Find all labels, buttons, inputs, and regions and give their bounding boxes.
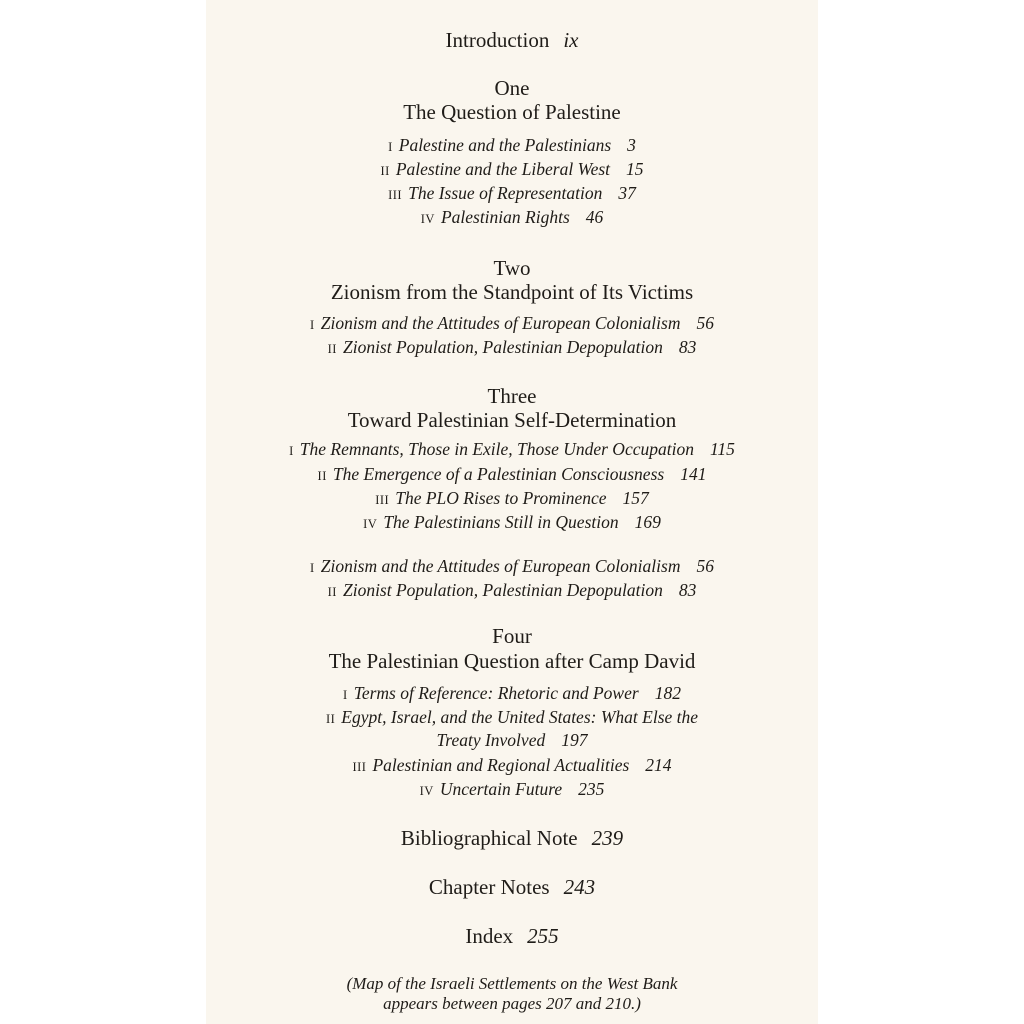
section-title: The Issue of Representation	[408, 183, 603, 203]
section-numeral: IV	[419, 784, 434, 798]
toc-entry-introduction[interactable]	[206, 30, 818, 51]
section-numeral: III	[388, 188, 403, 202]
toc-section-entry[interactable]	[206, 137, 818, 155]
chapter-three-title: Toward Palestinian Self-Determination	[347, 408, 677, 432]
table-of-contents-page	[206, 0, 818, 1024]
map-note-line-2: appears between pages 207 and 210.)	[383, 994, 641, 1013]
toc-section-entry[interactable]	[206, 441, 818, 459]
section-title: Palestine and the Palestinians	[398, 135, 612, 155]
section-page: 37	[618, 183, 636, 203]
section-page: 197	[561, 730, 588, 750]
toc-section-entry[interactable]	[206, 685, 818, 703]
section-title: Palestine and the Liberal West	[395, 159, 611, 179]
chapter-two-number: Two	[493, 256, 531, 280]
section-title: The PLO Rises to Prominence	[395, 488, 607, 508]
section-numeral: I	[289, 444, 294, 458]
section-title: Palestinian and Regional Actualities	[372, 755, 630, 775]
section-numeral: III	[375, 493, 390, 507]
section-numeral: I	[310, 561, 315, 575]
section-title: Zionism and the Attitudes of European Colonialism	[320, 556, 681, 576]
section-title-continued: Treaty Involved	[436, 730, 546, 750]
chapter-two-title: Zionism from the Standpoint of Its Victims	[330, 280, 694, 304]
toc-section-entry[interactable]	[206, 185, 818, 203]
map-note-line-1: (Map of the Israeli Settlements on the West Bank	[346, 974, 678, 993]
toc-section-entry[interactable]	[206, 209, 818, 227]
chapter-one-number: One	[494, 76, 530, 100]
section-page: 15	[626, 159, 644, 179]
chapter-three-number: Three	[487, 384, 537, 408]
chapter-one-title: The Question of Palestine	[403, 100, 621, 124]
section-page: 141	[680, 464, 707, 484]
toc-section-entry[interactable]	[206, 490, 818, 508]
section-page: 56	[696, 556, 714, 576]
section-title: Uncertain Future	[439, 779, 563, 799]
toc-section-entry-continued[interactable]	[206, 732, 818, 750]
section-page: 182	[654, 683, 681, 703]
section-page: 157	[622, 488, 649, 508]
toc-section-entry[interactable]	[206, 781, 818, 799]
toc-section-entry[interactable]	[206, 161, 818, 179]
toc-entry-bibliographical-note[interactable]	[206, 828, 818, 849]
toc-section-entry[interactable]	[206, 466, 818, 484]
section-numeral: I	[388, 140, 393, 154]
section-title: Palestinian Rights	[440, 207, 570, 227]
section-numeral: IV	[420, 212, 435, 226]
entry-page: 255	[527, 924, 559, 948]
toc-section-entry[interactable]	[206, 514, 818, 532]
section-numeral: II	[317, 469, 327, 483]
section-numeral: II	[325, 712, 336, 726]
entry-title: Introduction	[445, 28, 550, 52]
section-title: The Emergence of a Palestinian Consciousness	[332, 464, 665, 484]
toc-section-entry[interactable]	[206, 757, 818, 775]
section-numeral: II	[380, 164, 390, 178]
section-page: 83	[678, 337, 697, 357]
chapter-four-number: Four	[492, 624, 532, 648]
section-page: 46	[585, 207, 604, 227]
section-page: 235	[578, 779, 605, 799]
entry-title: Chapter Notes	[428, 875, 550, 899]
section-title: Zionist Population, Palestinian Depopulation	[342, 337, 663, 357]
toc-section-entry[interactable]	[206, 339, 818, 357]
entry-page: 239	[591, 826, 624, 850]
toc-section-entry[interactable]	[206, 315, 818, 333]
section-title: Zionist Population, Palestinian Depopulation	[342, 580, 663, 600]
section-title: The Remnants, Those in Exile, Those Under Occupation	[299, 439, 694, 459]
section-page: 214	[645, 755, 672, 775]
section-numeral: I	[310, 318, 315, 332]
toc-entry-index[interactable]	[206, 926, 818, 947]
section-numeral: III	[352, 760, 367, 774]
entry-page: 243	[563, 875, 596, 899]
section-page: 83	[678, 580, 697, 600]
section-page: 3	[627, 135, 636, 155]
section-title: The Palestinians Still in Question	[383, 512, 619, 532]
section-title: Terms of Reference: Rhetoric and Power	[353, 683, 639, 703]
section-numeral: II	[327, 342, 337, 356]
section-page: 115	[709, 439, 735, 459]
section-title: Egypt, Israel, and the United States: What Else the	[341, 707, 699, 727]
entry-page: ix	[563, 28, 579, 52]
section-page: 169	[634, 512, 661, 532]
section-title: Zionism and the Attitudes of European Colonialism	[320, 313, 681, 333]
section-numeral: IV	[363, 517, 378, 531]
entry-title: Bibliographical Note	[400, 826, 578, 850]
toc-entry-chapter-notes[interactable]	[206, 877, 818, 898]
entry-title: Index	[465, 924, 514, 948]
toc-section-entry[interactable]	[206, 558, 818, 576]
chapter-four-title: The Palestinian Question after Camp David	[328, 649, 696, 673]
section-page: 56	[696, 313, 714, 333]
toc-section-entry[interactable]	[206, 709, 818, 727]
section-numeral: I	[343, 688, 348, 702]
toc-section-entry[interactable]	[206, 582, 818, 600]
section-numeral: II	[327, 585, 337, 599]
